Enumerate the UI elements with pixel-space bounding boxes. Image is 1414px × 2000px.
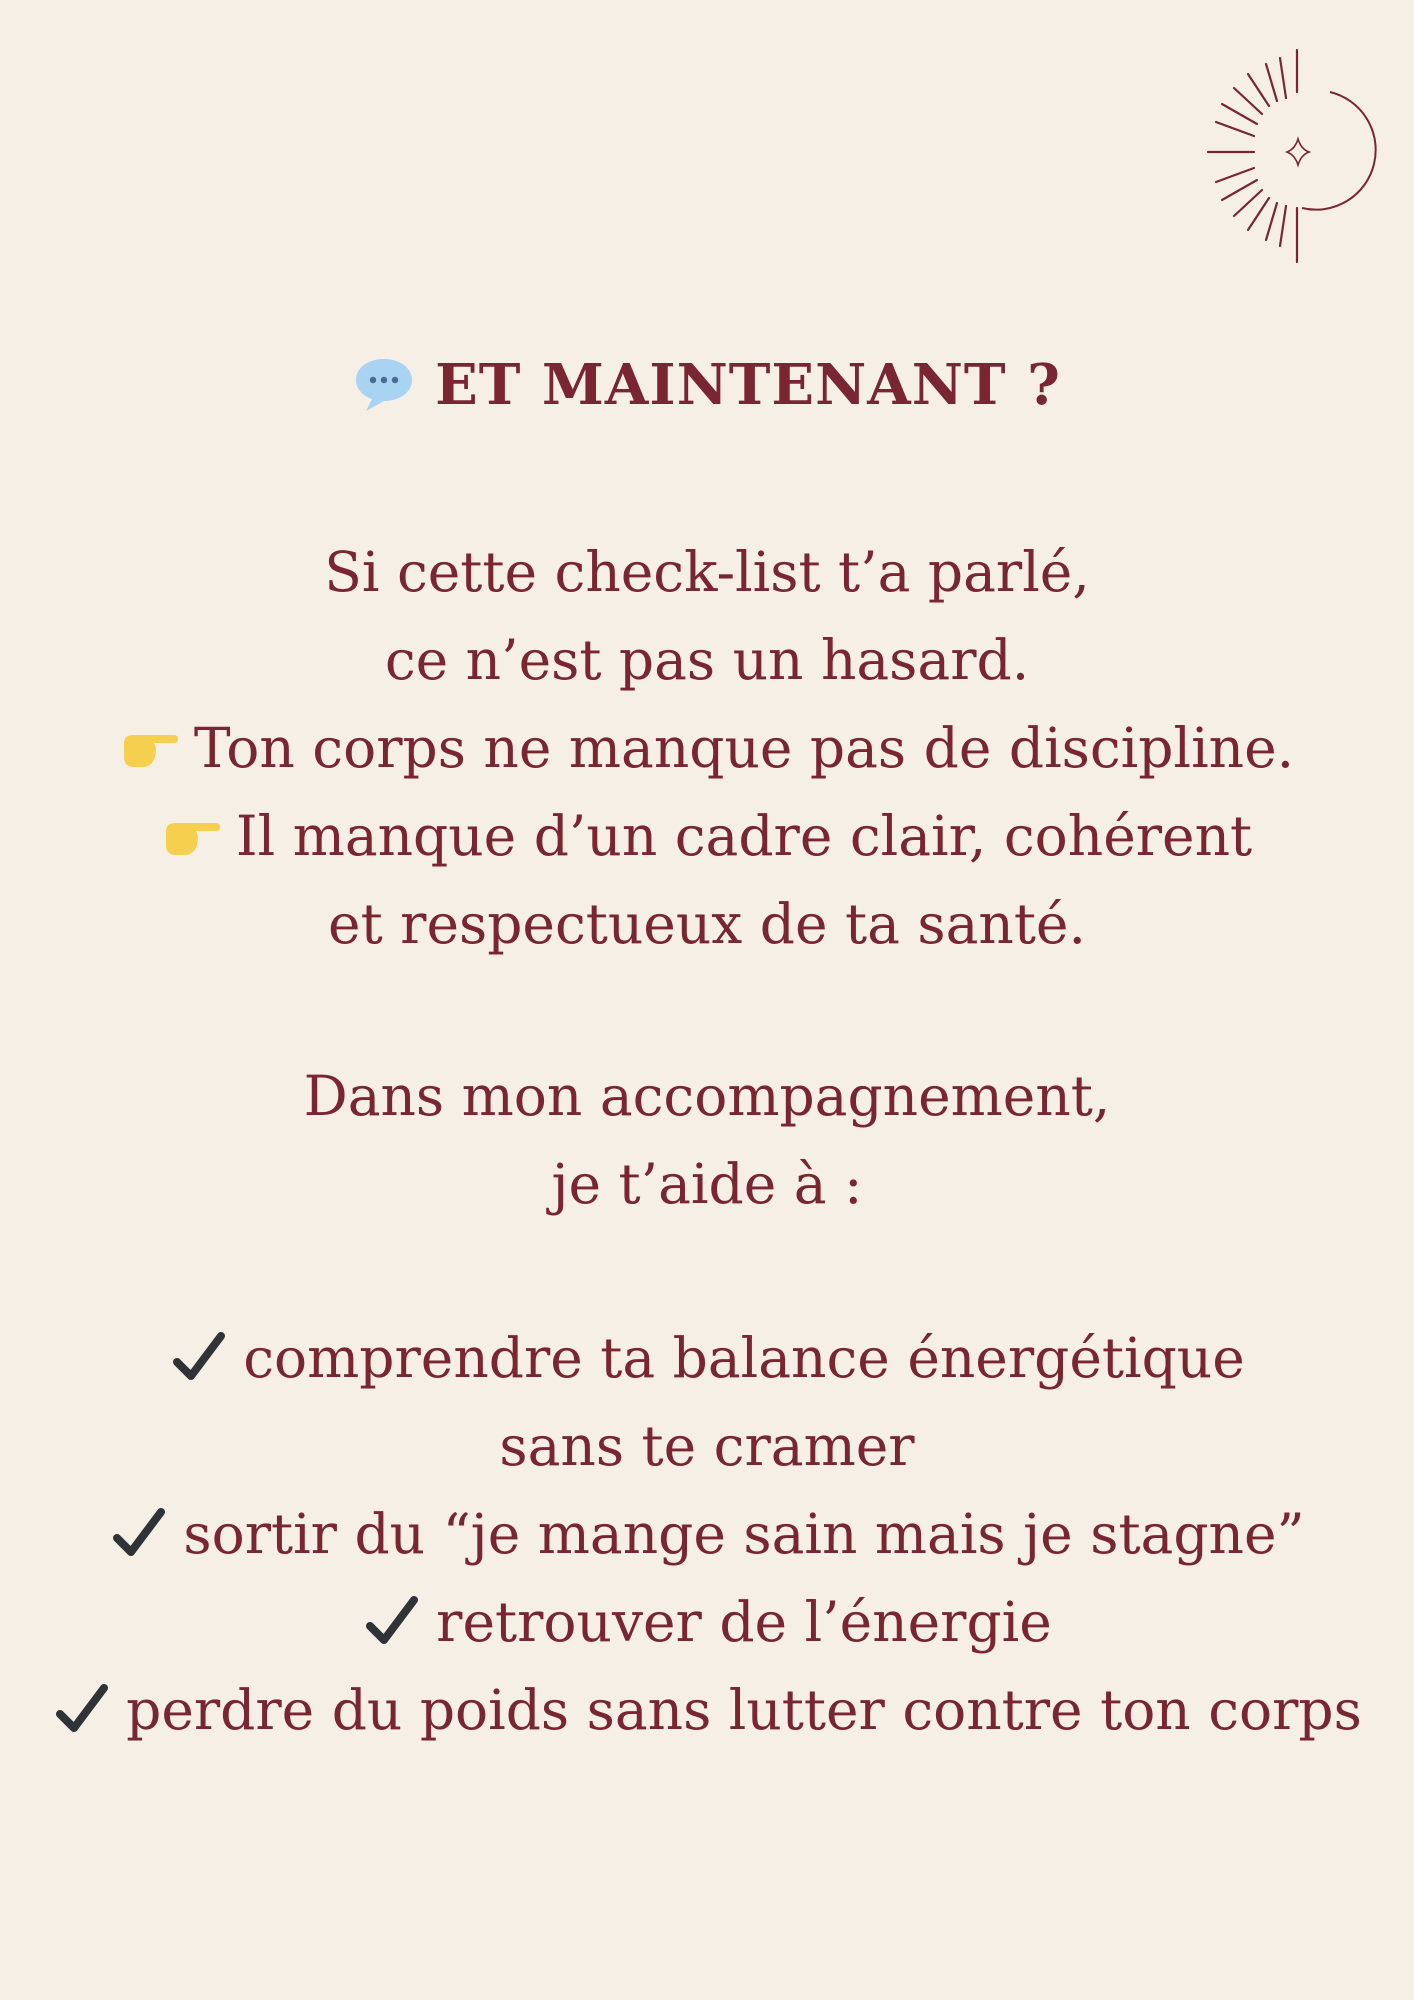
checklist-text: retrouver de l’énergie xyxy=(436,1590,1052,1654)
pointer-line xyxy=(0,792,1414,880)
checkmark-icon xyxy=(109,1504,169,1564)
pointer-text: Ton corps ne manque pas de discipline. xyxy=(193,716,1295,780)
page-title xyxy=(0,352,1414,418)
checklist xyxy=(0,1314,1414,1754)
checklist-item xyxy=(0,1314,1414,1402)
speech-bubble-icon xyxy=(353,355,415,415)
intro-block xyxy=(0,528,1414,968)
accompaniment-block xyxy=(0,1052,1414,1228)
intro-line: Si cette check-list t’a parlé, xyxy=(324,540,1090,604)
intro-line: ce n’est pas un hasard. xyxy=(384,628,1030,692)
checkmark-icon xyxy=(52,1680,112,1740)
checklist-continuation: sans te cramer xyxy=(499,1414,915,1478)
title-text: ET MAINTENANT ? xyxy=(435,352,1061,418)
checklist-text: sortir du “je mange sain mais je stagne” xyxy=(183,1502,1305,1566)
checklist-item xyxy=(0,1578,1414,1666)
checkmark-icon xyxy=(169,1328,229,1388)
checklist-text: comprendre ta balance énergétique xyxy=(243,1326,1245,1390)
pointing-hand-icon xyxy=(120,723,180,773)
sun-moon-icon xyxy=(1180,40,1380,270)
checklist-item xyxy=(0,1666,1414,1754)
pointer-line xyxy=(0,704,1414,792)
checkmark-icon xyxy=(362,1592,422,1652)
pointing-hand-icon xyxy=(162,811,222,861)
intro-line: et respectueux de ta santé. xyxy=(328,892,1086,956)
pointer-text: Il manque d’un cadre clair, cohérent xyxy=(235,804,1253,868)
checklist-item xyxy=(0,1490,1414,1578)
accompaniment-line: Dans mon accompagnement, xyxy=(303,1064,1111,1128)
accompaniment-line: je t’aide à : xyxy=(551,1152,863,1216)
checklist-text: perdre du poids sans lutter contre ton corps xyxy=(126,1678,1362,1742)
